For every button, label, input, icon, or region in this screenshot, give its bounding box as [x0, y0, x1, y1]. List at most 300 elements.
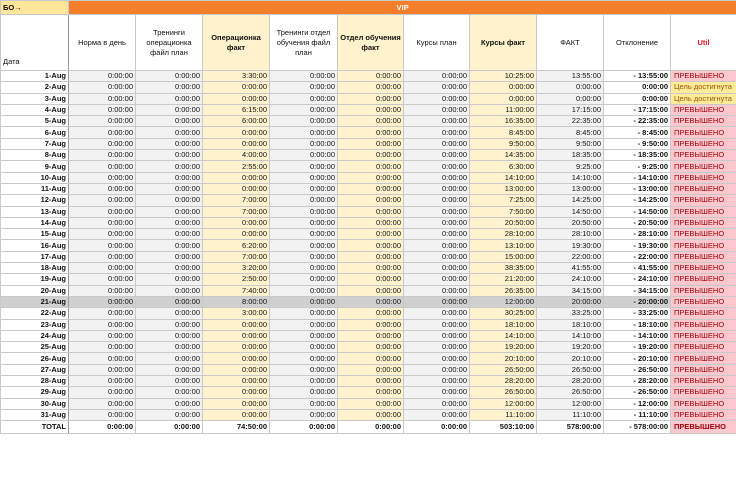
courses-fact-cell[interactable]: 30:25:00 [470, 308, 537, 319]
col-header-util[interactable]: Util [671, 15, 736, 71]
tr-edu-plan-cell[interactable]: 0:00:00 [270, 387, 338, 398]
op-fact-cell[interactable]: 6:20:00 [203, 240, 270, 251]
edu-fact-cell[interactable]: 0:00:00 [338, 319, 404, 330]
deviation-cell[interactable]: - 13:00:00 [604, 183, 671, 194]
courses-plan-cell[interactable]: 0:00:00 [404, 93, 470, 104]
date-cell[interactable]: 21-Aug [1, 296, 69, 307]
date-cell[interactable]: 7-Aug [1, 138, 69, 149]
tr-op-plan-cell[interactable]: 0:00:00 [136, 206, 203, 217]
courses-plan-cell[interactable]: 0:00:00 [404, 183, 470, 194]
norm-cell[interactable]: 0:00:00 [69, 116, 136, 127]
util-cell[interactable]: ПРЕВЫШЕНО [671, 104, 736, 115]
deviation-cell[interactable]: - 19:30:00 [604, 240, 671, 251]
fact-cell[interactable]: 22:35:00 [537, 116, 604, 127]
tr-op-plan-cell[interactable]: 0:00:00 [136, 93, 203, 104]
courses-plan-cell[interactable]: 0:00:00 [404, 116, 470, 127]
deviation-cell[interactable]: - 11:10:00 [604, 409, 671, 420]
op-fact-cell[interactable]: 0:00:00 [203, 342, 270, 353]
tr-op-plan-cell[interactable]: 0:00:00 [136, 296, 203, 307]
edu-fact-cell[interactable]: 0:00:00 [338, 82, 404, 93]
op-fact-cell[interactable]: 2:55:00 [203, 161, 270, 172]
edu-fact-cell[interactable]: 0:00:00 [338, 150, 404, 161]
col-header-norm[interactable]: Норма в день [69, 15, 136, 71]
norm-cell[interactable]: 0:00:00 [69, 330, 136, 341]
edu-fact-cell[interactable]: 0:00:00 [338, 263, 404, 274]
courses-fact-cell[interactable]: 38:35:00 [470, 263, 537, 274]
edu-fact-cell[interactable]: 0:00:00 [338, 240, 404, 251]
deviation-cell[interactable]: 0:00:00 [604, 93, 671, 104]
op-fact-cell[interactable]: 0:00:00 [203, 387, 270, 398]
util-cell[interactable]: ПРЕВЫШЕНО [671, 183, 736, 194]
tr-op-plan-cell[interactable]: 0:00:00 [136, 116, 203, 127]
date-cell[interactable]: 11-Aug [1, 183, 69, 194]
tr-edu-plan-cell[interactable]: 0:00:00 [270, 206, 338, 217]
deviation-cell[interactable]: - 20:50:00 [604, 217, 671, 228]
deviation-cell[interactable]: - 41:55:00 [604, 263, 671, 274]
norm-cell[interactable]: 0:00:00 [69, 376, 136, 387]
courses-fact-cell[interactable]: 18:10:00 [470, 319, 537, 330]
edu-fact-cell[interactable]: 0:00:00 [338, 296, 404, 307]
op-fact-cell[interactable]: 0:00:00 [203, 409, 270, 420]
fact-cell[interactable]: 18:35:00 [537, 150, 604, 161]
fact-cell[interactable]: 24:10:00 [537, 274, 604, 285]
util-cell[interactable]: ПРЕВЫШЕНО [671, 398, 736, 409]
courses-plan-cell[interactable]: 0:00:00 [404, 387, 470, 398]
courses-fact-cell[interactable]: 26:50:00 [470, 364, 537, 375]
util-cell[interactable]: ПРЕВЫШЕНО [671, 150, 736, 161]
fact-cell[interactable]: 0:00:00 [537, 93, 604, 104]
courses-plan-cell[interactable]: 0:00:00 [404, 296, 470, 307]
op-fact-cell[interactable]: 0:00:00 [203, 127, 270, 138]
edu-fact-cell[interactable]: 0:00:00 [338, 421, 404, 434]
util-cell[interactable]: ПРЕВЫШЕНО [671, 274, 736, 285]
tr-edu-plan-cell[interactable]: 0:00:00 [270, 376, 338, 387]
edu-fact-cell[interactable]: 0:00:00 [338, 206, 404, 217]
fact-cell[interactable]: 578:00:00 [537, 421, 604, 434]
deviation-cell[interactable]: - 19:20:00 [604, 342, 671, 353]
fact-cell[interactable]: 9:25:00 [537, 161, 604, 172]
util-cell[interactable]: ПРЕВЫШЕНО [671, 138, 736, 149]
date-cell[interactable]: 15-Aug [1, 229, 69, 240]
edu-fact-cell[interactable]: 0:00:00 [338, 285, 404, 296]
util-cell[interactable]: ПРЕВЫШЕНО [671, 421, 736, 434]
edu-fact-cell[interactable]: 0:00:00 [338, 342, 404, 353]
util-cell[interactable]: ПРЕВЫШЕНО [671, 240, 736, 251]
deviation-cell[interactable]: - 18:10:00 [604, 319, 671, 330]
norm-cell[interactable]: 0:00:00 [69, 195, 136, 206]
tr-op-plan-cell[interactable]: 0:00:00 [136, 150, 203, 161]
date-cell[interactable]: 9-Aug [1, 161, 69, 172]
tr-op-plan-cell[interactable]: 0:00:00 [136, 195, 203, 206]
fact-cell[interactable]: 28:20:00 [537, 376, 604, 387]
op-fact-cell[interactable]: 4:00:00 [203, 150, 270, 161]
util-cell[interactable]: ПРЕВЫШЕНО [671, 217, 736, 228]
edu-fact-cell[interactable]: 0:00:00 [338, 330, 404, 341]
courses-fact-cell[interactable]: 0:00:00 [470, 82, 537, 93]
courses-fact-cell[interactable]: 12:00:00 [470, 296, 537, 307]
courses-fact-cell[interactable]: 12:00:00 [470, 398, 537, 409]
date-cell[interactable]: 5-Aug [1, 116, 69, 127]
date-cell[interactable]: 28-Aug [1, 376, 69, 387]
op-fact-cell[interactable]: 0:00:00 [203, 93, 270, 104]
date-cell[interactable]: 29-Aug [1, 387, 69, 398]
op-fact-cell[interactable]: 0:00:00 [203, 138, 270, 149]
courses-fact-cell[interactable]: 28:20:00 [470, 376, 537, 387]
fact-cell[interactable]: 19:30:00 [537, 240, 604, 251]
courses-fact-cell[interactable]: 20:10:00 [470, 353, 537, 364]
deviation-cell[interactable]: - 8:45:00 [604, 127, 671, 138]
fact-cell[interactable]: 20:00:00 [537, 296, 604, 307]
norm-cell[interactable]: 0:00:00 [69, 387, 136, 398]
tr-edu-plan-cell[interactable]: 0:00:00 [270, 150, 338, 161]
deviation-cell[interactable]: - 12:00:00 [604, 398, 671, 409]
op-fact-cell[interactable]: 6:00:00 [203, 116, 270, 127]
date-cell[interactable]: 8-Aug [1, 150, 69, 161]
deviation-cell[interactable]: - 14:25:00 [604, 195, 671, 206]
courses-plan-cell[interactable]: 0:00:00 [404, 421, 470, 434]
deviation-cell[interactable]: - 28:20:00 [604, 376, 671, 387]
norm-cell[interactable]: 0:00:00 [69, 398, 136, 409]
tr-op-plan-cell[interactable]: 0:00:00 [136, 104, 203, 115]
fact-cell[interactable]: 17:15:00 [537, 104, 604, 115]
date-cell[interactable]: 25-Aug [1, 342, 69, 353]
date-cell[interactable]: 6-Aug [1, 127, 69, 138]
courses-plan-cell[interactable]: 0:00:00 [404, 251, 470, 262]
col-header-op-fact[interactable]: Операционка факт [203, 15, 270, 71]
tr-edu-plan-cell[interactable]: 0:00:00 [270, 364, 338, 375]
norm-cell[interactable]: 0:00:00 [69, 93, 136, 104]
tr-op-plan-cell[interactable]: 0:00:00 [136, 127, 203, 138]
tr-edu-plan-cell[interactable]: 0:00:00 [270, 104, 338, 115]
edu-fact-cell[interactable]: 0:00:00 [338, 308, 404, 319]
col-header-tr-op-plan[interactable]: Тренинги операционка файл план [136, 15, 203, 71]
op-fact-cell[interactable]: 0:00:00 [203, 353, 270, 364]
col-header-deviation[interactable]: Отклонение [604, 15, 671, 71]
op-fact-cell[interactable]: 0:00:00 [203, 217, 270, 228]
fact-cell[interactable]: 22:00:00 [537, 251, 604, 262]
op-fact-cell[interactable]: 6:15:00 [203, 104, 270, 115]
op-fact-cell[interactable]: 3:30:00 [203, 71, 270, 82]
op-fact-cell[interactable]: 0:00:00 [203, 398, 270, 409]
tr-edu-plan-cell[interactable]: 0:00:00 [270, 93, 338, 104]
tr-edu-plan-cell[interactable]: 0:00:00 [270, 308, 338, 319]
date-cell[interactable]: 31-Aug [1, 409, 69, 420]
deviation-cell[interactable]: - 9:50:00 [604, 138, 671, 149]
courses-fact-cell[interactable]: 14:35:00 [470, 150, 537, 161]
tr-op-plan-cell[interactable]: 0:00:00 [136, 308, 203, 319]
util-cell[interactable]: ПРЕВЫШЕНО [671, 319, 736, 330]
tr-op-plan-cell[interactable]: 0:00:00 [136, 364, 203, 375]
vip-group-header[interactable]: VIP [69, 1, 736, 15]
norm-cell[interactable]: 0:00:00 [69, 251, 136, 262]
tr-op-plan-cell[interactable]: 0:00:00 [136, 229, 203, 240]
courses-plan-cell[interactable]: 0:00:00 [404, 127, 470, 138]
courses-plan-cell[interactable]: 0:00:00 [404, 82, 470, 93]
norm-cell[interactable]: 0:00:00 [69, 353, 136, 364]
op-fact-cell[interactable]: 7:00:00 [203, 251, 270, 262]
col-header-courses-fact[interactable]: Курсы факт [470, 15, 537, 71]
op-fact-cell[interactable]: 7:00:00 [203, 195, 270, 206]
tr-edu-plan-cell[interactable]: 0:00:00 [270, 263, 338, 274]
op-fact-cell[interactable]: 3:20:00 [203, 263, 270, 274]
courses-fact-cell[interactable]: 7:50:00 [470, 206, 537, 217]
courses-fact-cell[interactable]: 21:20:00 [470, 274, 537, 285]
courses-plan-cell[interactable]: 0:00:00 [404, 285, 470, 296]
date-cell[interactable]: 22-Aug [1, 308, 69, 319]
courses-plan-cell[interactable]: 0:00:00 [404, 398, 470, 409]
date-cell[interactable]: 18-Aug [1, 263, 69, 274]
date-cell[interactable]: 17-Aug [1, 251, 69, 262]
deviation-cell[interactable]: - 14:10:00 [604, 330, 671, 341]
op-fact-cell[interactable]: 0:00:00 [203, 82, 270, 93]
tr-op-plan-cell[interactable]: 0:00:00 [136, 274, 203, 285]
courses-fact-cell[interactable]: 15:00:00 [470, 251, 537, 262]
norm-cell[interactable]: 0:00:00 [69, 364, 136, 375]
date-cell[interactable]: TOTAL [1, 421, 69, 434]
courses-fact-cell[interactable]: 16:35:00 [470, 116, 537, 127]
courses-fact-cell[interactable]: 8:45:00 [470, 127, 537, 138]
tr-edu-plan-cell[interactable]: 0:00:00 [270, 274, 338, 285]
norm-cell[interactable]: 0:00:00 [69, 82, 136, 93]
util-cell[interactable]: ПРЕВЫШЕНО [671, 308, 736, 319]
courses-plan-cell[interactable]: 0:00:00 [404, 71, 470, 82]
tr-op-plan-cell[interactable]: 0:00:00 [136, 319, 203, 330]
tr-op-plan-cell[interactable]: 0:00:00 [136, 251, 203, 262]
tr-op-plan-cell[interactable]: 0:00:00 [136, 183, 203, 194]
tr-op-plan-cell[interactable]: 0:00:00 [136, 172, 203, 183]
fact-cell[interactable]: 26:50:00 [537, 387, 604, 398]
edu-fact-cell[interactable]: 0:00:00 [338, 116, 404, 127]
norm-cell[interactable]: 0:00:00 [69, 217, 136, 228]
courses-plan-cell[interactable]: 0:00:00 [404, 161, 470, 172]
courses-plan-cell[interactable]: 0:00:00 [404, 308, 470, 319]
tr-edu-plan-cell[interactable]: 0:00:00 [270, 138, 338, 149]
tr-op-plan-cell[interactable]: 0:00:00 [136, 285, 203, 296]
deviation-cell[interactable]: - 14:50:00 [604, 206, 671, 217]
tr-edu-plan-cell[interactable]: 0:00:00 [270, 172, 338, 183]
date-cell[interactable]: 27-Aug [1, 364, 69, 375]
util-cell[interactable]: Цель достигнута [671, 82, 736, 93]
norm-cell[interactable]: 0:00:00 [69, 138, 136, 149]
tr-edu-plan-cell[interactable]: 0:00:00 [270, 285, 338, 296]
norm-cell[interactable]: 0:00:00 [69, 263, 136, 274]
date-cell[interactable]: 1-Aug [1, 71, 69, 82]
tr-edu-plan-cell[interactable]: 0:00:00 [270, 229, 338, 240]
date-cell[interactable]: 13-Aug [1, 206, 69, 217]
op-fact-cell[interactable]: 7:40:00 [203, 285, 270, 296]
norm-cell[interactable]: 0:00:00 [69, 150, 136, 161]
edu-fact-cell[interactable]: 0:00:00 [338, 195, 404, 206]
tr-edu-plan-cell[interactable]: 0:00:00 [270, 161, 338, 172]
corner-label-cell[interactable]: БО→ [1, 1, 69, 15]
courses-plan-cell[interactable]: 0:00:00 [404, 364, 470, 375]
deviation-cell[interactable]: - 20:10:00 [604, 353, 671, 364]
norm-cell[interactable]: 0:00:00 [69, 104, 136, 115]
norm-cell[interactable]: 0:00:00 [69, 172, 136, 183]
tr-op-plan-cell[interactable]: 0:00:00 [136, 387, 203, 398]
tr-op-plan-cell[interactable]: 0:00:00 [136, 421, 203, 434]
date-cell[interactable]: 23-Aug [1, 319, 69, 330]
edu-fact-cell[interactable]: 0:00:00 [338, 409, 404, 420]
courses-fact-cell[interactable]: 0:00:00 [470, 93, 537, 104]
deviation-cell[interactable]: 0:00:00 [604, 82, 671, 93]
util-cell[interactable]: ПРЕВЫШЕНО [671, 127, 736, 138]
tr-edu-plan-cell[interactable]: 0:00:00 [270, 421, 338, 434]
tr-op-plan-cell[interactable]: 0:00:00 [136, 240, 203, 251]
courses-plan-cell[interactable]: 0:00:00 [404, 409, 470, 420]
tr-op-plan-cell[interactable]: 0:00:00 [136, 353, 203, 364]
edu-fact-cell[interactable]: 0:00:00 [338, 71, 404, 82]
tr-op-plan-cell[interactable]: 0:00:00 [136, 71, 203, 82]
tr-edu-plan-cell[interactable]: 0:00:00 [270, 398, 338, 409]
date-cell[interactable]: 12-Aug [1, 195, 69, 206]
util-cell[interactable]: ПРЕВЫШЕНО [671, 263, 736, 274]
util-cell[interactable]: ПРЕВЫШЕНО [671, 229, 736, 240]
courses-plan-cell[interactable]: 0:00:00 [404, 319, 470, 330]
fact-cell[interactable]: 33:25:00 [537, 308, 604, 319]
fact-cell[interactable]: 13:55:00 [537, 71, 604, 82]
util-cell[interactable]: ПРЕВЫШЕНО [671, 195, 736, 206]
op-fact-cell[interactable]: 0:00:00 [203, 330, 270, 341]
norm-cell[interactable]: 0:00:00 [69, 285, 136, 296]
util-cell[interactable]: ПРЕВЫШЕНО [671, 285, 736, 296]
edu-fact-cell[interactable]: 0:00:00 [338, 138, 404, 149]
tr-edu-plan-cell[interactable]: 0:00:00 [270, 71, 338, 82]
fact-cell[interactable]: 13:00:00 [537, 183, 604, 194]
date-cell[interactable]: 3-Aug [1, 93, 69, 104]
tr-edu-plan-cell[interactable]: 0:00:00 [270, 195, 338, 206]
courses-plan-cell[interactable]: 0:00:00 [404, 150, 470, 161]
fact-cell[interactable]: 14:50:00 [537, 206, 604, 217]
util-cell[interactable]: ПРЕВЫШЕНО [671, 387, 736, 398]
util-cell[interactable]: ПРЕВЫШЕНО [671, 71, 736, 82]
edu-fact-cell[interactable]: 0:00:00 [338, 161, 404, 172]
util-cell[interactable]: ПРЕВЫШЕНО [671, 342, 736, 353]
edu-fact-cell[interactable]: 0:00:00 [338, 387, 404, 398]
norm-cell[interactable]: 0:00:00 [69, 308, 136, 319]
op-fact-cell[interactable]: 0:00:00 [203, 319, 270, 330]
date-cell[interactable]: 4-Aug [1, 104, 69, 115]
courses-fact-cell[interactable]: 14:10:00 [470, 330, 537, 341]
date-cell[interactable]: 10-Aug [1, 172, 69, 183]
courses-plan-cell[interactable]: 0:00:00 [404, 376, 470, 387]
courses-fact-cell[interactable]: 20:50:00 [470, 217, 537, 228]
tr-edu-plan-cell[interactable]: 0:00:00 [270, 82, 338, 93]
deviation-cell[interactable]: - 9:25:00 [604, 161, 671, 172]
courses-fact-cell[interactable]: 26:35:00 [470, 285, 537, 296]
fact-cell[interactable]: 20:10:00 [537, 353, 604, 364]
deviation-cell[interactable]: - 14:10:00 [604, 172, 671, 183]
tr-edu-plan-cell[interactable]: 0:00:00 [270, 330, 338, 341]
date-cell[interactable]: 30-Aug [1, 398, 69, 409]
col-header-date[interactable]: Дата [1, 15, 69, 71]
tr-op-plan-cell[interactable]: 0:00:00 [136, 376, 203, 387]
util-cell[interactable]: ПРЕВЫШЕНО [671, 206, 736, 217]
courses-plan-cell[interactable]: 0:00:00 [404, 274, 470, 285]
date-cell[interactable]: 20-Aug [1, 285, 69, 296]
courses-fact-cell[interactable]: 19:20:00 [470, 342, 537, 353]
edu-fact-cell[interactable]: 0:00:00 [338, 93, 404, 104]
date-cell[interactable]: 16-Aug [1, 240, 69, 251]
util-cell[interactable]: ПРЕВЫШЕНО [671, 364, 736, 375]
courses-fact-cell[interactable]: 503:10:00 [470, 421, 537, 434]
op-fact-cell[interactable]: 7:00:00 [203, 206, 270, 217]
courses-fact-cell[interactable]: 13:00:00 [470, 183, 537, 194]
edu-fact-cell[interactable]: 0:00:00 [338, 217, 404, 228]
edu-fact-cell[interactable]: 0:00:00 [338, 353, 404, 364]
edu-fact-cell[interactable]: 0:00:00 [338, 127, 404, 138]
date-cell[interactable]: 26-Aug [1, 353, 69, 364]
courses-fact-cell[interactable]: 13:10:00 [470, 240, 537, 251]
tr-op-plan-cell[interactable]: 0:00:00 [136, 217, 203, 228]
courses-fact-cell[interactable]: 6:30:00 [470, 161, 537, 172]
tr-op-plan-cell[interactable]: 0:00:00 [136, 161, 203, 172]
col-header-courses-plan[interactable]: Курсы план [404, 15, 470, 71]
norm-cell[interactable]: 0:00:00 [69, 342, 136, 353]
norm-cell[interactable]: 0:00:00 [69, 127, 136, 138]
edu-fact-cell[interactable]: 0:00:00 [338, 183, 404, 194]
fact-cell[interactable]: 0:00:00 [537, 82, 604, 93]
date-cell[interactable]: 19-Aug [1, 274, 69, 285]
deviation-cell[interactable]: - 13:55:00 [604, 71, 671, 82]
tr-edu-plan-cell[interactable]: 0:00:00 [270, 409, 338, 420]
norm-cell[interactable]: 0:00:00 [69, 296, 136, 307]
util-cell[interactable]: ПРЕВЫШЕНО [671, 116, 736, 127]
col-header-tr-edu-plan[interactable]: Тренинги отдел обучения файл план [270, 15, 338, 71]
courses-plan-cell[interactable]: 0:00:00 [404, 206, 470, 217]
op-fact-cell[interactable]: 74:50:00 [203, 421, 270, 434]
fact-cell[interactable]: 14:10:00 [537, 330, 604, 341]
courses-plan-cell[interactable]: 0:00:00 [404, 263, 470, 274]
util-cell[interactable]: ПРЕВЫШЕНО [671, 353, 736, 364]
courses-plan-cell[interactable]: 0:00:00 [404, 217, 470, 228]
op-fact-cell[interactable]: 3:00:00 [203, 308, 270, 319]
deviation-cell[interactable]: - 33:25:00 [604, 308, 671, 319]
deviation-cell[interactable]: - 22:00:00 [604, 251, 671, 262]
courses-plan-cell[interactable]: 0:00:00 [404, 330, 470, 341]
norm-cell[interactable]: 0:00:00 [69, 240, 136, 251]
tr-edu-plan-cell[interactable]: 0:00:00 [270, 319, 338, 330]
fact-cell[interactable]: 20:50:00 [537, 217, 604, 228]
courses-plan-cell[interactable]: 0:00:00 [404, 353, 470, 364]
deviation-cell[interactable]: - 26:50:00 [604, 364, 671, 375]
fact-cell[interactable]: 9:50:00 [537, 138, 604, 149]
norm-cell[interactable]: 0:00:00 [69, 229, 136, 240]
edu-fact-cell[interactable]: 0:00:00 [338, 172, 404, 183]
col-header-fact[interactable]: ФАКТ [537, 15, 604, 71]
tr-edu-plan-cell[interactable]: 0:00:00 [270, 353, 338, 364]
tr-edu-plan-cell[interactable]: 0:00:00 [270, 183, 338, 194]
tr-edu-plan-cell[interactable]: 0:00:00 [270, 342, 338, 353]
deviation-cell[interactable]: - 578:00:00 [604, 421, 671, 434]
courses-fact-cell[interactable]: 11:00:00 [470, 104, 537, 115]
edu-fact-cell[interactable]: 0:00:00 [338, 376, 404, 387]
util-cell[interactable]: ПРЕВЫШЕНО [671, 251, 736, 262]
courses-fact-cell[interactable]: 10:25:00 [470, 71, 537, 82]
tr-op-plan-cell[interactable]: 0:00:00 [136, 263, 203, 274]
edu-fact-cell[interactable]: 0:00:00 [338, 104, 404, 115]
deviation-cell[interactable]: - 20:00:00 [604, 296, 671, 307]
norm-cell[interactable]: 0:00:00 [69, 183, 136, 194]
tr-op-plan-cell[interactable]: 0:00:00 [136, 398, 203, 409]
courses-fact-cell[interactable]: 9:50:00 [470, 138, 537, 149]
op-fact-cell[interactable]: 8:00:00 [203, 296, 270, 307]
col-header-edu-fact[interactable]: Отдел обучения факт [338, 15, 404, 71]
fact-cell[interactable]: 11:10:00 [537, 409, 604, 420]
fact-cell[interactable]: 19:20:00 [537, 342, 604, 353]
op-fact-cell[interactable]: 0:00:00 [203, 376, 270, 387]
fact-cell[interactable]: 26:50:00 [537, 364, 604, 375]
